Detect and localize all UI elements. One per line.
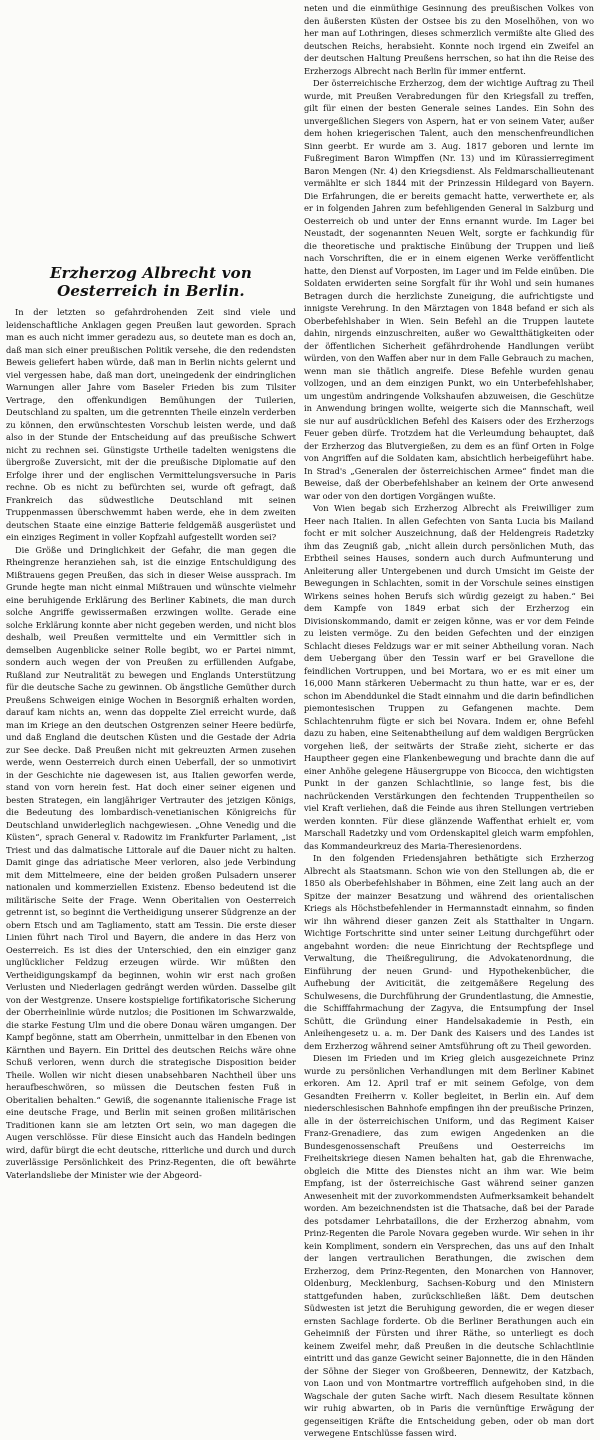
- article-title: Erzherzog Albrecht von Oesterreich in Berlin.: [50, 264, 252, 300]
- left-paragraph-2: Die Größe und Dringlichkeit der Gefahr, die man gegen die Rheingrenze heranziehen sah, ist die einzige Entschuldigung des Mißtrauens gegen Preußen, das sich in dieser Weise aussprach. Im Grunde hegte man nicht einmal Mißtrauen und wünschte vielmehr eine beruhigende Erklärung des Berliner Kabinets, die man durch solche Angriffe gewissermaßen erzwingen wollte. Gerade eine solche Erklärung konnte aber nicht gegeben werden, und nicht blos deshalb, weil Preußen vermittelte und ein Vermittler sich in demselben Augenblicke seiner Rolle begibt, wo er Partei nimmt, sondern auch wegen der von Preußen zu erfüllenden Aufgabe, Rußland zur Neutralität zu bewegen und Englands Unterstützung für die deutsche Sache zu gewinnen. Ob ängstliche Gemüther durch Preußens Schweigen einige Wochen in Besorgniß erhalten worden, darauf kam nichts an, wenn das doppelte Ziel erreicht wurde, daß man im Kriege an den deutschen Ostgrenzen seiner Heere bedürfe, und daß England die deutschen Küsten und die Gestade der Adria zur See decke. Daß Preußen nicht mit gekreuzten Armen zusehen werde, wenn Oesterreich durch einen Ueberfall, der so unmotivirt in der Geschichte nie dagewesen ist, aus Italien geworfen werde, stand von vorn herein fest. Hat doch einer seiner eigenen und besten Strategen, ein langjähriger Vertrauter des jetzigen Königs, die Bedeutung des lombardisch-venetianischen Königreichs für Deutschland unwiderleglich nachgewiesen. „Ohne Venedig und die Küsten“, sprach General v. Radowitz im Frankfurter Parlament, „ist Triest und das dalmatische Littorale auf die Dauer nicht zu halten. Damit ginge das adriatische Meer verloren, also jede Verbindung mit dem Mittelmeere, eine der beiden großen Pulsadern unserer nationalen und kommerziellen Existenz. Ebenso bedeutend ist die militärische Seite der Frage. Wenn Oberitalien von Oesterreich getrennt ist, so beginnt die Vertheidigung unserer Südgrenze an der obern Etsch und am Tagliamento, statt am Tessin. Die erste dieser Linien führt nach Tirol und Bayern, die andere in das Herz von Oesterreich. Es ist dies der Unterschied, den ein einziger ganz unglücklicher Feldzug erzeugen würde. Wir müßten den Vertheidigungskampf da beginnen, wohin wir erst nach großen Verlusten und Niederlagen gedrängt werden würden. Dasselbe gilt von der Westgrenze. Unsere kostspielige fortifikatorische Sicherung der Oberrheinlinie würde nutzlos; die Positionen im Schwarzwalde, die starke Festung Ulm und die obere Donau wären umgangen. Der Kampf begönne, statt am Oberrhein, unmittelbar in den Ebenen von Kärnthen und Bayern. Ein Drittel des deutschen Reichs wäre ohne Schuß verloren, wenn durch die strategische Disposition beider Theile. Wollen wir nicht diesen unabsehbaren Nachtheil über uns heraufbeschwören, so müssen die Deutschen festen Fuß in Oberitalien behalten.“ Gewiß, die sogenannte italienische Frage ist eine deutsche Frage, und Berlin mit seinen großen militärischen Traditionen kann sie am letzten Ort sein, wo man dagegen die Augen verschlösse. Für diese Einsicht auch das Handeln bedingen wird, dafür bürgt die echt deutsche, ritterliche und durch und durch zuverlässige Persönlichkeit des Prinz-Regenten, die oft bewährte Vaterlandsliebe der Minister wie der Abgeord-: [6, 544, 296, 1180]
- left-paragraph-1: In der letzten so gefahrdrohenden Zeit sind viele und leidenschaftliche Anklagen gegen Preußen laut geworden. Sprach man es auch nicht immer geradezu aus, so deutete man es doch an, daß man sich einer preußischen Politik versehe, die den redendsten Beweis geliefert haben würde, daß man in Berlin nichts gelernt und viel vergessen habe, daß man dort, uneingedenk der eindringlichen Warnungen aller Jahre vom Baseler Frieden bis zum Tilsiter Vertrage, den offenkundigen Bemühungen der Tuilerien, Deutschland zu spalten, um die getrennten Theile einzeln verderben zu können, den erwünschtesten Vorschub leisten werde, und daß also in der Stunde der Entscheidung auf das preußische Schwert nicht zu rechnen sei. Günstigste Urtheile tadelten wenigstens die übergroße Zuversicht, mit der die preußische Diplomatie auf den Erfolge ihrer und der englischen Vermittelungsversuche in Paris rechne. Ob es nicht zu befürchten sei, wurde oft gefragt, daß Frankreich das südwestliche Deutschland mit seinen Truppenmassen überschwemmt haben werde, ehe in dem zweiten deutschen Staate eine einzige Batterie feldgemäß ausgerüstet und ein einziges Regiment in voller Kopfzahl aufgestellt worden sei?: [6, 307, 296, 542]
- right-paragraph-3: Von Wien begab sich Erzherzog Albrecht als Freiwilliger zum Heer nach Italien. In allen Gefechten von Santa Lucia bis Mailand focht er mit solcher Auszeichnung, daß der Heldengreis Radetzky ihm das Zeugniß gab, „nicht allein durch persönlichen Muth, das Erbtheil seines Hauses, sondern auch durch Aufmunterung und Anleiterung aller Untergebenen und durch Umsicht im Geiste der Bewegungen in Schlachten, somit in der Vorschule seines einstigen Wirkens seines hohen Berufs sich würdig gezeigt zu haben.“ Bei dem Kampfe von 1849 erbat sich der Erzherzog ein Divisionskommando, damit er zeigen könne, was er vor dem Feinde zu leisten vermöge. Zu den beiden Gefechten und der einzigen Schlacht dieses Feldzugs war er mit seiner Abtheilung voran. Nach dem Uebergang über den Tessin warf er bei Gravellone die feindlichen Vortruppen, und bei Mortara, wo er es mit einer um 16,000 Mann stärkeren Uebermacht zu thun hatte, war er es, der schon im Abenddunkel die Stadt einnahm und die darin befindlichen piemontesischen Truppen zu Gefangenen machte. Dem Schlachtenruhm fügte er sich bei Novara. Indem er, ohne Befehl dazu zu haben, eine Seitenabtheilung auf dem waldigen Bergrücken vorgehen ließ, der seitwärts der Straße zieht, sicherte er das Hauptheer gegen eine Flankenbewegung und brachte dann die auf einer Anhöhe gelegene Häusergruppe von Bicocca, den wichtigsten Punkt in der ganzen Schlachtlinie, so lange fest, bis die nachrückenden Verstärkungen den fechtenden Truppentheilen so viel Kraft verliehen, daß die Feinde aus ihren Stellungen vertrieben werden konnten. Für diese glänzende Waffenthat erhielt er, vom Marschall Radetzky und vom Ordenskapitel gleich warm empfohlen, das Kommandeurkreuz des Maria-Theresienordens.: [304, 503, 594, 851]
- right-paragraph-1: neten und die einmüthige Gesinnung des preußischen Volkes von den äußersten Küsten der Ostsee bis zu den Moselhöhen, von wo her man auf Lothringen, dieses schmerzlich vermißte alte Glied des deutschen Reichs, herabsieht. Konnte noch irgend ein Zweifel an der deutschen Haltung Preußens herrschen, so hat ihn die Reise des Erzherzogs Albrecht nach Berlin für immer entfernt.: [304, 3, 594, 76]
- blank-area: [6, 2, 296, 260]
- text-columns: [6, 2, 595, 1438]
- right-paragraph-2: Der österreichische Erzherzog, dem der wichtige Auftrag zu Theil wurde, mit Preußen Verabredungen für den Kriegsfall zu treffen, gilt für einen der besten Generale seines Landes. Ein Sohn des unvergeßlichen Siegers von Aspern, hat er von seinem Vater, außer dem hohen kriegerischen Talent, auch den menschenfreundlichen Sinn geerbt. Er wurde am 3. Aug. 1817 geboren und lernte im Fußregiment Baron Wimpffen (Nr. 13) und im Kürassierregiment Baron Mengen (Nr. 4) den Kriegsdienst. Als Feldmarschallieutenant vermählte er sich 1844 mit der Prinzessin Hildegard von Bayern. Die Erfahrungen, die er bereits gemacht hatte, verwerthete er, als er in folgenden Jahren zum befehligenden General in Salzburg und Oesterreich ob und unter der Enns ernannt wurde. Im Lager bei Neustadt, der sogenannten Neuen Welt, sorgte er fachkundig für die theoretische und praktische Einübung der Truppen und ließ nach Vorschriften, die er in einem eigenen Werke veröffentlicht hatte, den Dienst auf Vorposten, im Lager und im Felde einüben. Die Soldaten erwiderten seine Sorgfalt für ihr Wohl und sein humanes Betragen durch die herzlichste Zuneigung, die aufrichtigste und innigste Verehrung. In den Märztagen von 1848 befand er sich als Oberbefehlshaber in Wien. Sein Befehl an die Truppen lautete dahin, nirgends einzuschreiten, außer wo Gewaltthätigkeiten oder der öffentlichen Sicherheit gefährdrohende Handlungen verübt würden, von den Waffen aber nur in dem Falle Gebrauch zu machen, wenn man sie thätlich angreife. Diese Befehle wurden genau vollzogen, und an dem einzigen Punkt, wo ein Unterbefehlshaber, um ungestüm andringende Volkshaufen abzuweisen, die Geschütze in Anwendung bringen wollte, weigerte sich die Mannschaft, weil sie nur auf ausdrücklichen Befehl des Kaisers oder des Erzherzogs Feuer geben dürfe. Trotzdem hat die Verleumdung behauptet, daß der Erzherzog das Blutvergießen, zu dem es an fünf Orten in Folge von Angriffen auf die Soldaten kam, absichtlich herbeigeführt habe. In Strad's „Generalen der österreichischen Armee“ findet man die Beweise, daß der Oberbefehlshaber an keinem der Orte anwesend war oder von den dortigen Vorgängen wußte.: [304, 78, 595, 501]
- right-paragraph-4: In den folgenden Friedensjahren bethätigte sich Erzherzog Albrecht als Staatsmann. Schon wie von den Stellungen ab, die er 1850 als Oberbefehlshaber in Böhmen, eine Zeit lang auch an der Spitze der mainzer Besatzung und während des orientalischen Kriegs als Höchstbefehlender in Hermannstadt einnahm, so finden wir ihn während dieser ganzen Zeit als Statthalter in Ungarn. Wichtige Fortschritte sind unter seiner Leitung durchgeführt oder angebahnt worden: die neue Einrichtung der Rechtspflege und Verwaltung, die Theißregulirung, die Advokatenordnung, die Einführung der neuen Grund- und Hypothekenbücher, die Aufhebung der Aviticität, die zeitgemäßere Regelung des Schulwesens, die Durchführung der Grundentlastung, die Amnestie, die Schifffahrmachung der Zagyva, die Entsumpfung der Insel Schütt, die Gründung einer Handelsakademie in Pesth, ein Anleihengesetz u. a. m. Der Dank des Kaisers und des Landes ist dem Erzherzog während seiner Amtsführung oft zu Theil geworden.: [304, 853, 594, 1051]
- left-column: [6, 2, 296, 1256]
- right-column: [304, 2, 595, 1438]
- right-paragraph-5: Diesen im Frieden und im Krieg gleich ausgezeichnete Prinz wurde zu persönlichen Verhandlungen mit dem Berliner Kabinet erkoren. Am 12. April traf er mit seinem Gefolge, von dem Gesandten Freiherrn v. Koller begleitet, in Berlin ein. Auf dem niederschlesischen Bahnhofe empfingen ihn der preußische Prinzen, alle in der österreichischen Uniform, und das Regiment Kaiser Franz-Grenadiere, das zum ewigen Angedenken an die Bundesgenossenschaft Preußens und Oesterreichs im Freiheitskriege diesen Namen behalten hat, gab die Ehrenwache, obgleich die Mitte des Dienstes nicht an ihm war. Wie beim Empfang, ist der österreichische Gast während seiner ganzen Anwesenheit mit der zuvorkommendsten Aufmerksamkeit behandelt worden. Am bezeichnendsten ist die Thatsache, daß bei der Parade des potsdamer Lehrbataillons, die der Erzherzog abnahm, vom Prinz-Regenten die Parole Novara gegeben wurde. Wir sehen in ihr kein Kompliment, sondern ein Versprechen, das uns auf den Inhalt der langen vertraulichen Berathungen, die zwischen dem Erzherzog, dem Prinz-Regenten, den Monarchen von Hannover, Oldenburg, Mecklenburg, Sachsen-Koburg und den Ministern stattgefunden haben, zurückschließen läßt. Dem deutschen Südwesten ist jetzt die Beruhigung geworden, die er wegen dieser ernsten Sachlage forderte. Ob die Berliner Berathungen auch ein Geheimniß der Fürsten und ihrer Räthe, so unterliegt es doch keinem Zweifel mehr, daß Preußen in die deutsche Schlachtlinie eintritt und das ganze Gewicht seiner Bajonnette, die in den Händen der Söhne der Sieger von Großbeeren, Dennewitz, der Katzbach, von Laon und von Montmartre vortrefflich aufgehoben sind, in die Wagschale der guten Sache wirft. Nach diesem Resultate können wir ruhig abwarten, ob in Paris die vernünftige Erwägung der gegenseitigen Kräfte die Entscheidung geben, oder ob man dort verwegene Entschlüsse fassen wird.: [304, 1053, 594, 1438]
